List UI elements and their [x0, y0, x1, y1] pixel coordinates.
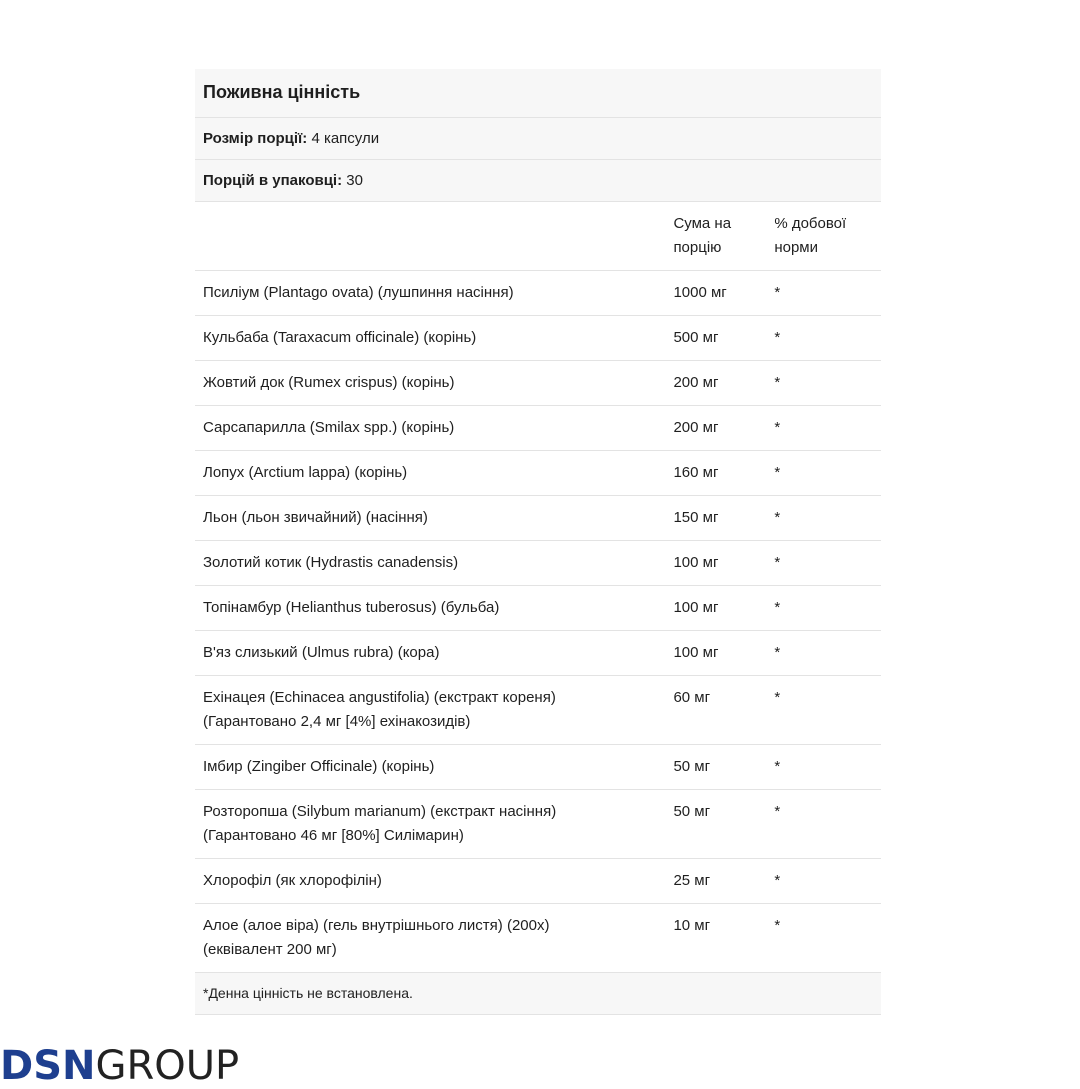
- ingredient-amount: 100 мг: [673, 598, 719, 616]
- ingredient-name: Золотий котик (Hydrastis canadensis): [203, 553, 459, 571]
- ingredient-amount: 1000 мг: [673, 283, 727, 301]
- table-row: [195, 903, 881, 972]
- table-row: [195, 360, 881, 405]
- ingredient-name: Алое (алое віра) (гель внутрішнього листя) (200x) (еквівалент 200 мг): [203, 916, 550, 958]
- ingredient-amount: 25 мг: [673, 871, 711, 889]
- ingredient-daily-value: *: [774, 508, 781, 526]
- servings-label: Порцій в упаковці:: [203, 171, 343, 189]
- ingredient-amount: 160 мг: [673, 463, 719, 481]
- table-row: [195, 405, 881, 450]
- serving-size-label: Розмір порції:: [203, 129, 308, 147]
- serving-size-row: [195, 117, 881, 159]
- ingredient-daily-value: *: [774, 802, 781, 820]
- ingredient-name: Псиліум (Plantago ovata) (лушпиння насіння): [203, 283, 514, 301]
- ingredient-daily-value: *: [774, 373, 781, 391]
- ingredient-name: Імбир (Zingiber Officinale) (корінь): [203, 757, 435, 775]
- table-title-row: [195, 69, 881, 117]
- ingredient-daily-value: *: [774, 553, 781, 571]
- dsn-group-logo: [0, 1043, 240, 1089]
- ingredient-name: Хлорофіл (як хлорофілін): [203, 871, 382, 889]
- ingredient-name: В'яз слизький (Ulmus rubra) (кора): [203, 643, 440, 661]
- ingredient-name: Топінамбур (Helianthus tuberosus) (бульба): [203, 598, 500, 616]
- table-row: [195, 630, 881, 675]
- ingredient-daily-value: *: [774, 598, 781, 616]
- ingredient-name: Кульбаба (Taraxacum officinale) (корінь): [203, 328, 477, 346]
- ingredient-amount: 100 мг: [673, 643, 719, 661]
- table-row: [195, 270, 881, 315]
- table-row: [195, 744, 881, 789]
- ingredient-amount: 100 мг: [673, 553, 719, 571]
- ingredient-amount: 200 мг: [673, 418, 719, 436]
- ingredient-daily-value: *: [774, 757, 781, 775]
- ingredient-amount: 50 мг: [673, 802, 711, 820]
- logo-group: GROUP: [95, 1043, 240, 1089]
- footnote: *Денна цінність не встановлена.: [203, 985, 413, 1001]
- logo-dsn: DSN: [0, 1043, 96, 1089]
- ingredient-amount: 10 мг: [673, 916, 711, 934]
- table-row: [195, 585, 881, 630]
- ingredient-daily-value: *: [774, 418, 781, 436]
- column-header-row: [195, 201, 881, 270]
- column-header-amount: Сума на порцію: [673, 214, 732, 256]
- table-row: [195, 789, 881, 858]
- footnote-row: [195, 972, 881, 1014]
- ingredient-daily-value: *: [774, 871, 781, 889]
- ingredient-amount: 500 мг: [673, 328, 719, 346]
- ingredient-name: Ехінацея (Echinacea angustifolia) (екстракт кореня) (Гарантовано 2,4 мг [4%] ехінакозидів): [203, 688, 556, 730]
- ingredient-amount: 50 мг: [673, 757, 711, 775]
- table-row: [195, 675, 881, 744]
- table-row: [195, 858, 881, 903]
- table-title: Поживна цінність: [203, 82, 361, 103]
- servings-per-container-row: [195, 159, 881, 201]
- ingredient-amount: 60 мг: [673, 688, 711, 706]
- table-row: [195, 315, 881, 360]
- servings-value: 30: [346, 171, 363, 189]
- column-header-ingredient: [195, 201, 665, 270]
- ingredient-daily-value: *: [774, 328, 781, 346]
- ingredient-daily-value: *: [774, 643, 781, 661]
- table-row: [195, 450, 881, 495]
- nutrition-facts-table: [195, 69, 881, 1015]
- ingredient-daily-value: *: [774, 688, 781, 706]
- table-row: [195, 540, 881, 585]
- ingredient-name: Розторопша (Silybum marianum) (екстракт насіння) (Гарантовано 46 мг [80%] Силімарин): [203, 802, 557, 844]
- ingredient-daily-value: *: [774, 283, 781, 301]
- ingredient-daily-value: *: [774, 916, 781, 934]
- ingredient-name: Жовтий док (Rumex crispus) (корінь): [203, 373, 455, 391]
- ingredient-amount: 200 мг: [673, 373, 719, 391]
- ingredient-name: Лопух (Arctium lappa) (корінь): [203, 463, 408, 481]
- table-row: [195, 495, 881, 540]
- ingredient-name: Сарсапарилла (Smilax spp.) (корінь): [203, 418, 455, 436]
- column-header-daily-value: % добової норми: [774, 214, 847, 256]
- ingredient-amount: 150 мг: [673, 508, 719, 526]
- ingredient-daily-value: *: [774, 463, 781, 481]
- serving-size-value: 4 капсули: [311, 129, 380, 147]
- ingredient-name: Льон (льон звичайний) (насіння): [203, 508, 428, 526]
